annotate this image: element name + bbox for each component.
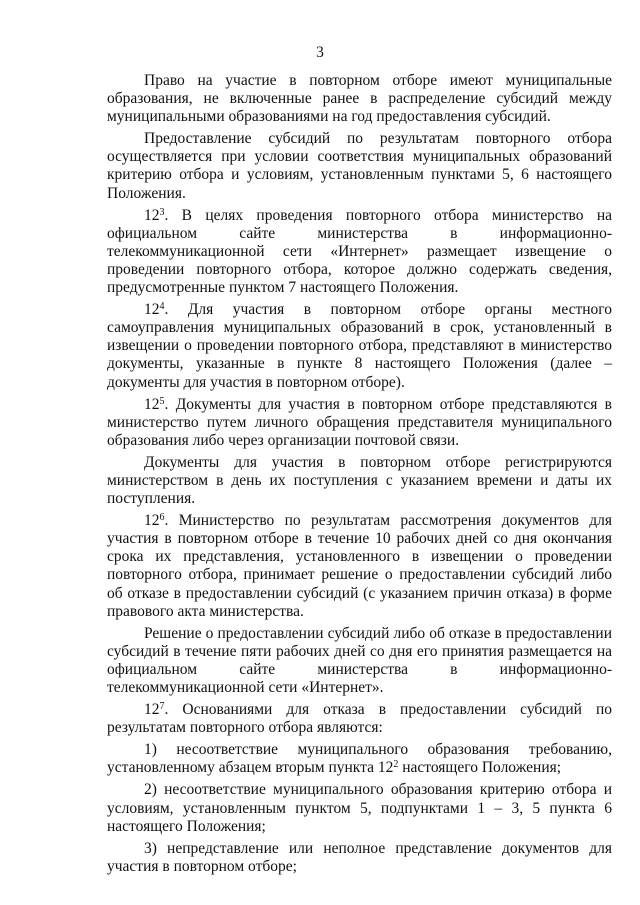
clause-12-3 — [107, 207, 612, 297]
clause-superscript: 4 — [159, 301, 165, 313]
paragraph-document-registration — [107, 454, 612, 508]
clause-12-4 — [107, 301, 612, 391]
clause-12-7 — [107, 701, 612, 737]
clause-number: 12 — [144, 512, 160, 530]
clause-text: . Документы для участия в повторном отборе представляются в министерство путем личного обращения представителя муниципального образования либо через организации почтовой связи. — [107, 395, 612, 449]
clause-text: . Основаниями для отказа в предоставлении субсидий по результатам повторного отбора являются: — [107, 701, 612, 737]
list-item-text-after: настоящего Положения; — [398, 759, 562, 777]
list-item-1 — [107, 741, 612, 777]
page-number: 3 — [316, 44, 324, 61]
clause-12-6 — [107, 512, 612, 621]
paragraph-text: Право на участие в повторном отборе имеют муниципальные образования, не включенные ранее в распределение субсидий между муниципальными образованиями на год предоставления субсидий. — [107, 72, 612, 126]
clause-superscript: 6 — [159, 512, 165, 524]
list-item-text: 3) непредставление или неполное представление документов для участия в повторном отборе; — [107, 839, 612, 875]
clause-number: 12 — [144, 701, 160, 719]
clause-superscript: 7 — [159, 701, 165, 713]
document-body — [107, 72, 612, 880]
clause-number: 12 — [144, 395, 160, 413]
clause-text: . Для участия в повторном отборе органы местного самоуправления муниципальных образований в срок, установленный в извещении о проведении повторного отбора, представляют в министерство документы, указанные в пункте 8 настоящего Положения (далее – документы для участия в повторном отборе). — [107, 301, 612, 391]
clause-number: 12 — [144, 301, 160, 319]
list-item-3 — [107, 840, 612, 876]
paragraph-text: Документы для участия в повторном отборе регистрируются министерством в день их поступления с указанием времени и даты их поступления. — [107, 453, 612, 508]
paragraph-participation-right — [107, 72, 612, 126]
clause-text: . Министерство по результатам рассмотрения документов для участия в повторном отборе в течение 10 рабочих дней со дня окончания срока их представления, установленного в извещении о проведении повторного отбора, принимает решение о предоставлении субсидий либо об отказе в предоставлении субсидий (с указанием причин отказа) в форме правового акта министерства. — [107, 512, 612, 620]
clause-12-5 — [107, 396, 612, 450]
paragraph-text: Предоставление субсидий по результатам повторного отбора осуществляется при условии соответствия муниципальных образований критерию отбора и условиям, установленным пунктами 5, 6 настоящего Положения. — [107, 130, 612, 202]
paragraph-subsidy-conditions — [107, 130, 612, 202]
clause-superscript: 5 — [159, 395, 165, 407]
list-item-2 — [107, 781, 612, 835]
list-item-superscript: 2 — [393, 759, 399, 771]
list-item-text: 2) несоответствие муниципального образования критерию отбора и условиям, установленным пунктом 5, подпунктами 1 – 3, 5 пункта 6 настоящего Положения; — [107, 781, 612, 835]
paragraph-text: Решение о предоставлении субсидий либо об отказе в предоставлении субсидий в течение пяти рабочих дней со дня его принятия размещается на официальном сайте министерства в информационно-телекоммуникационной сети «Интернет». — [107, 624, 612, 696]
clause-number: 12 — [144, 206, 160, 224]
clause-superscript: 3 — [159, 206, 165, 218]
list-item-text: 1) несоответствие муниципального образования требованию, установленному абзацем вторым пункта 12 — [107, 741, 612, 777]
clause-text: . В целях проведения повторного отбора министерство на официальном сайте министерства в информационно-телекоммуникационной сети «Интернет» размещает извещение о проведении повторного отбора, которое должно содержать сведения, предусмотренные пунктом 7 настоящего Положения. — [107, 206, 612, 297]
paragraph-decision-publication — [107, 625, 612, 697]
